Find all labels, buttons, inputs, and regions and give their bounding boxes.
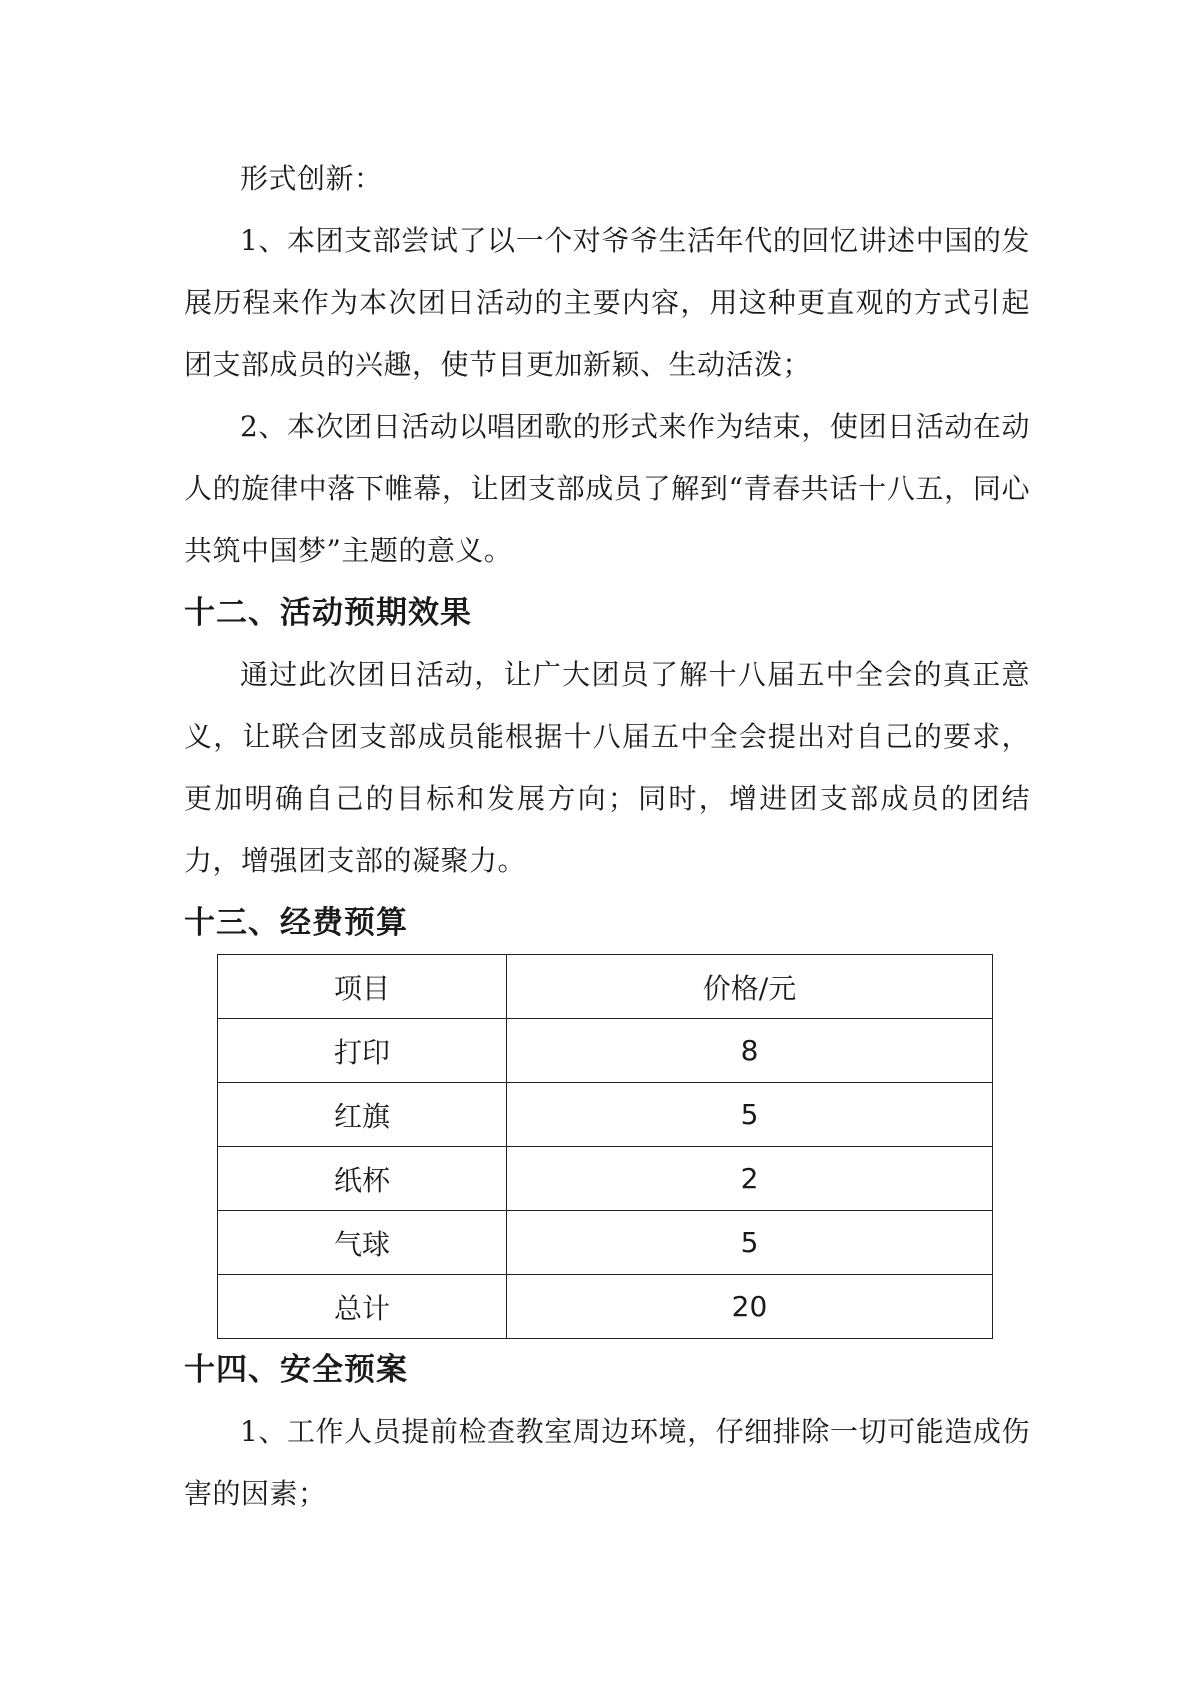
budget-header-price: 价格/元 bbox=[507, 955, 993, 1019]
budget-item-cell: 红旗 bbox=[218, 1083, 507, 1147]
section-13-title: 十三、经费预算 bbox=[184, 905, 408, 941]
budget-header-item: 项目 bbox=[218, 955, 507, 1019]
budget-item-cell: 气球 bbox=[218, 1211, 507, 1275]
budget-total-label-cell: 总计 bbox=[218, 1275, 507, 1339]
section-12-title: 十二、活动预期效果 bbox=[184, 595, 472, 631]
table-row bbox=[218, 1019, 993, 1083]
section-14-title: 十四、安全预案 bbox=[184, 1352, 408, 1388]
budget-price-cell: 2 bbox=[507, 1147, 993, 1211]
form-innovation-item-1: 1、本团支部尝试了以一个对爷爷生活年代的回忆讲述中国的发展历程来作为本次团日活动的主要内容，用这种更直观的方式引起团支部成员的兴趣，使节目更加新颖、生动活泼； bbox=[184, 224, 1030, 381]
budget-table-header-row bbox=[218, 955, 993, 1019]
table-row bbox=[218, 1275, 993, 1339]
budget-table bbox=[217, 954, 993, 1339]
table-row bbox=[218, 1083, 993, 1147]
budget-total-value-cell: 20 bbox=[507, 1275, 993, 1339]
budget-price-cell: 5 bbox=[507, 1083, 993, 1147]
budget-item-cell: 纸杯 bbox=[218, 1147, 507, 1211]
table-row bbox=[218, 1211, 993, 1275]
section-14-item-1: 1、工作人员提前检查教室周边环境，仔细排除一切可能造成伤害的因素； bbox=[184, 1415, 1030, 1510]
budget-price-cell: 8 bbox=[507, 1019, 993, 1083]
budget-item-cell: 打印 bbox=[218, 1019, 507, 1083]
form-innovation-heading: 形式创新： bbox=[240, 162, 383, 195]
section-12-body: 通过此次团日活动，让广大团员了解十八届五中全会的真正意义，让联合团支部成员能根据十八届五中全会提出对自己的要求，更加明确自己的目标和发展方向；同时，增进团支部成员的团结力，增强团支部的凝聚力。 bbox=[184, 658, 1030, 877]
form-innovation-item-2: 2、本次团日活动以唱团歌的形式来作为结束，使团日活动在动人的旋律中落下帷幕，让团支部成员了解到“青春共话十八五，同心共筑中国梦”主题的意义。 bbox=[184, 410, 1030, 567]
budget-price-cell: 5 bbox=[507, 1211, 993, 1275]
document-content bbox=[184, 148, 1030, 1525]
table-row bbox=[218, 1147, 993, 1211]
